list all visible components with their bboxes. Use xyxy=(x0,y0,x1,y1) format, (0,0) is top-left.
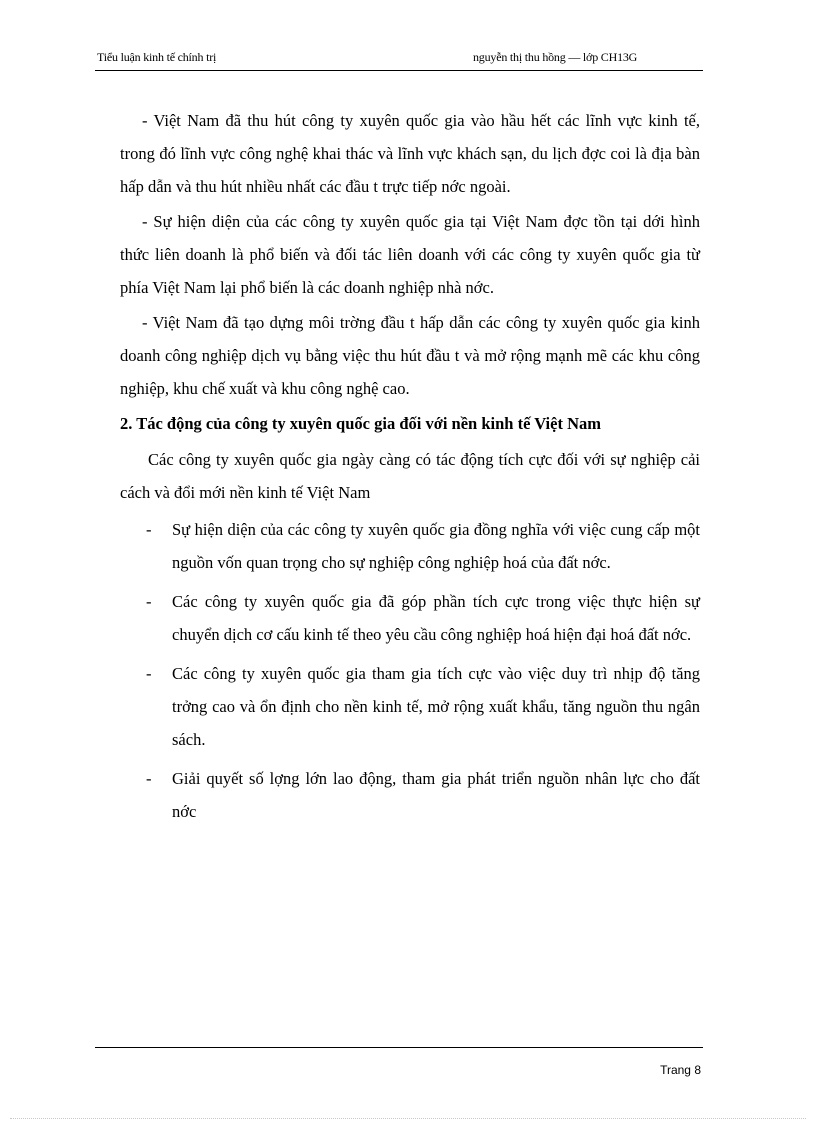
list-item-text: Sự hiện diện của các công ty xuyên quốc gia đồng nghĩa với việc cung cấp một nguồn vốn quan trọng cho sự nghiệp công nghiệp hoá của đất nớc. xyxy=(172,520,700,572)
footer-rule xyxy=(95,1047,703,1048)
page-edge-divider xyxy=(10,1118,806,1119)
page-number: Trang 8 xyxy=(660,1063,701,1077)
intro-paragraph: Các công ty xuyên quốc gia ngày càng có tác động tích cực đối với sự nghiệp cải cách và đổi mới nền kinh tế Việt Nam xyxy=(120,450,700,502)
header-title: Tiểu luận kinh tế chính trị xyxy=(97,50,217,64)
bullet-list xyxy=(120,513,700,828)
list-item-text: Các công ty xuyên quốc gia đã góp phần tích cực trong việc thực hiện sự chuyển dịch cơ cấu kinh tế theo yêu cầu công nghiệp hoá hiện đại hoá đất nớc. xyxy=(172,592,700,644)
document-body xyxy=(120,104,700,834)
page-header xyxy=(95,48,703,71)
paragraph: - Việt Nam đã thu hút công ty xuyên quốc gia vào hầu hết các lĩnh vực kinh tế, trong đó lĩnh vực công nghệ khai thác và lĩnh vực khách sạn, du lịch đợc coi là địa bàn hấp dẫn và thu hút nhiều nhất các đầu t trực tiếp nớc ngoài. xyxy=(120,111,700,196)
paragraph: - Việt Nam đã tạo dựng môi trờng đầu t hấp dẫn các công ty xuyên quốc gia kinh doanh công nghiệp dịch vụ bằng việc thu hút đầu t và mở rộng mạnh mẽ các khu công nghiệp, khu chế xuất và khu công nghệ cao. xyxy=(120,313,700,398)
list-item-text: Các công ty xuyên quốc gia tham gia tích cực vào việc duy trì nhịp độ tăng trởng cao và ổn định cho nền kinh tế, mở rộng xuất khẩu, tăng nguồn thu ngân sách. xyxy=(172,664,700,749)
section-heading: 2. Tác động của công ty xuyên quốc gia đối với nền kinh tế Việt Nam xyxy=(120,414,601,433)
dash-marker: - xyxy=(146,664,152,683)
list-item xyxy=(120,657,700,756)
header-author: nguyễn thị thu hồng — lớp CH13G xyxy=(473,50,638,64)
list-item-text: Giải quyết số lợng lớn lao động, tham gia phát triển nguồn nhân lực cho đất nớc xyxy=(172,769,700,821)
paragraph: - Sự hiện diện của các công ty xuyên quốc gia tại Việt Nam đợc tồn tại dới hình thức liên doanh là phổ biến và đối tác liên doanh với các công ty xuyên quốc gia từ phía Việt Nam lại phổ biến là các doanh nghiệp nhà nớc. xyxy=(120,212,700,297)
list-item xyxy=(120,762,700,828)
dash-marker: - xyxy=(146,592,152,611)
list-item xyxy=(120,513,700,579)
dash-marker: - xyxy=(146,769,152,788)
dash-marker: - xyxy=(146,520,152,539)
list-item xyxy=(120,585,700,651)
